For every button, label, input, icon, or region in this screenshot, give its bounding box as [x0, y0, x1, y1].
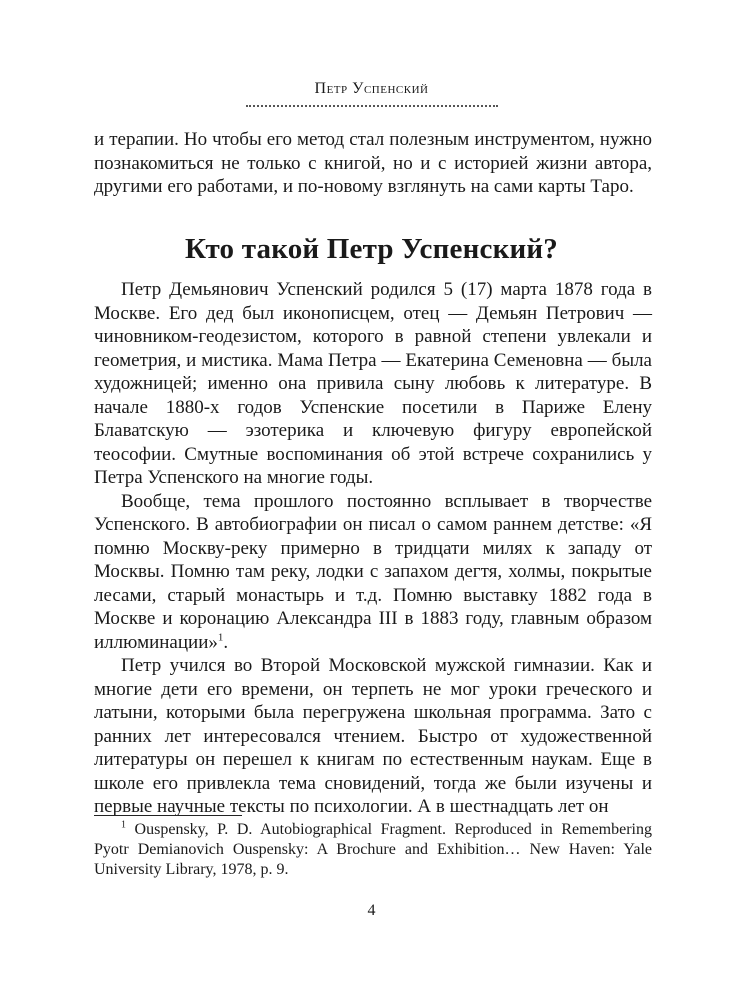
section-title: Кто такой Петр Успенский?	[184, 233, 559, 265]
paragraph-birth: Петр Демьянович Успенский родился 5 (17) марта 1878 года в Москве. Его дед был иконописцем, отец — Демьян Петрович — чиновником-геодезистом, которого в равной степени увлекали и геометрия, и мистика. Мама Петра — Екатерина Семеновна — была художницей; именно она привила сыну любовь к литературе. В начале 1880-х годов Успенские посетили в Париже Елену Блаватскую — эзотерика и ключевую фигуру европейской теософии. Смутные воспоминания об этой встрече сохранились у Петра Успенского на многие годы.	[94, 279, 652, 488]
paragraph-memories	[94, 490, 652, 655]
footnote-text: Ouspensky, P. D. Autobiographical Fragment. Reproduced in Remembering Pyotr Demianovich Ouspensky: A Brochure and Exhibition… New Haven: Yale University Library, 1978, p. 9.	[94, 821, 652, 878]
footnote-reference[interactable]: 1	[217, 631, 224, 644]
footnote-marker: 1	[121, 819, 126, 831]
page-number: 4	[367, 902, 376, 919]
running-head: Петр Успенский	[314, 80, 429, 97]
body-text-block	[94, 278, 652, 819]
footnote	[94, 820, 652, 880]
running-head-dotted-rule	[246, 105, 498, 107]
paragraph-memories-end: .	[223, 631, 229, 653]
footnote-separator	[94, 815, 242, 816]
intro-text-block	[94, 128, 652, 199]
paragraph-school: Петр учился во Второй Московской мужской гимназии. Как и многие дети его времени, он терпеть не мог уроки греческого и латыни, которыми была перегружена школьная программа. Зато с ранних лет интересовался чтением. Быстро от художественной литературы он перешел к книгам по естественным наукам. Еще в школе его привлекла тема сновидений, тогда же были изучены и первые научные тексты по психологии. А в шестнадцать лет он	[94, 655, 652, 817]
paragraph-memories-text: Вообще, тема прошлого постоянно всплывает в творчестве Успенского. В автобиографии он писал о самом раннем детстве: «Я помню Москву-реку примерно в тридцати милях к западу от Москвы. Помню там реку, лодки с запахом дегтя, холмы, покрытые лесами, старый монастырь и т.д. Помню выставку 1882 года в Москве и коронацию Александра III в 1883 году, главным образом иллюминации»	[94, 490, 652, 653]
intro-paragraph: и терапии. Но чтобы его метод стал полезным инструментом, нужно познакомиться не только с книгой, но и с историей жизни автора, другими его работами, и по-новому взглянуть на сами карты Таро.	[94, 129, 652, 197]
